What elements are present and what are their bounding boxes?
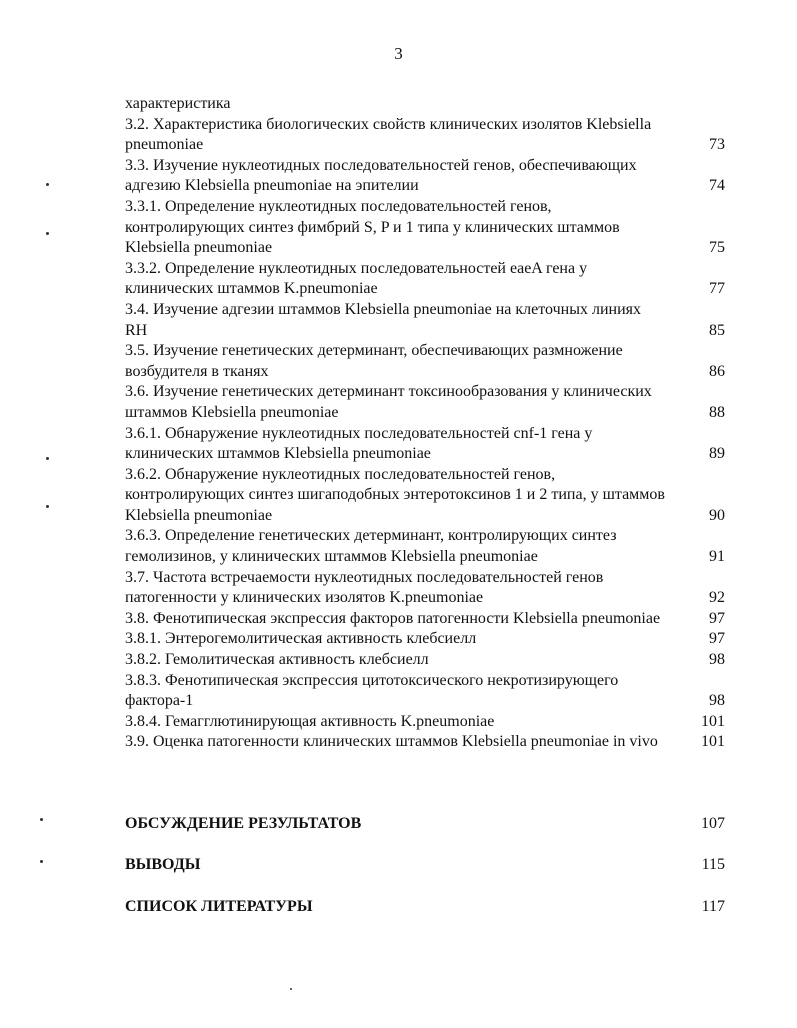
- toc-entry-title: 3.6.2. Обнаружение нуклеотидных последовательностей генов, контролирующих синтез шигаподобных энтеротоксинов 1 и 2 типа, у штаммов Klebsiella pneumoniae: [125, 465, 665, 524]
- toc-entry-title: 3.3.1. Определение нуклеотидных последовательностей генов, контролирующих синтез фимбрий S, P и 1 типа у клинических штаммов Klebsiella pneumoniae: [125, 197, 620, 257]
- toc-entry-title: 3.3. Изучение нуклеотидных последовательностей генов, обеспечивающих адгезию Klebsiella pneumoniae на эпителии: [125, 156, 637, 195]
- toc-entry-page: 73: [709, 136, 725, 154]
- toc-entry: [125, 424, 725, 465]
- toc-entry-title: 3.6. Изучение генетических детерминант токсинообразования у клинических штаммов Klebsiella pneumoniae: [125, 383, 652, 421]
- toc-entry-title: 3.6.1. Обнаружение нуклеотидных последовательностей cnf-1 гена у клинических штаммов Klebsiella pneumoniae: [125, 424, 593, 463]
- toc-entry-title: 3.5. Изучение генетических детерминант, обеспечивающих размножение возбудителя в тканях: [125, 342, 623, 380]
- toc-entry-title: 3.4. Изучение адгезии штаммов Klebsiella pneumoniae на клеточных линиях RH: [125, 300, 642, 339]
- toc-entry: [125, 197, 725, 259]
- toc-entry: [125, 650, 725, 671]
- toc-entry: [125, 526, 725, 567]
- toc-section-title: ВЫВОДЫ: [125, 856, 201, 873]
- page-number: 3: [394, 44, 403, 63]
- scan-speck: [40, 860, 43, 863]
- toc-section-references: [125, 898, 725, 916]
- toc-entry: [125, 341, 725, 382]
- toc-entry-title: 3.8. Фенотипическая экспрессия факторов патогенности Klebsiella pneumoniae: [125, 609, 661, 627]
- toc-entry: [125, 115, 725, 156]
- toc-entry-page: 86: [709, 362, 725, 380]
- toc-entry: [125, 465, 725, 527]
- toc-entry-page: 89: [709, 445, 725, 463]
- toc-entry: [125, 382, 725, 423]
- toc-entry-page: 92: [709, 589, 725, 607]
- toc-entry-title: 3.3.2. Определение нуклеотидных последовательностей eaeA гена у клинических штаммов K.pneumoniae: [125, 259, 588, 298]
- toc-section-title: ОБСУЖДЕНИЕ РЕЗУЛЬТАТОВ: [125, 815, 362, 832]
- toc-entry-page: 97: [709, 609, 725, 627]
- toc-entry-page: 74: [709, 177, 725, 195]
- toc-entry-title: характеристика: [125, 95, 231, 112]
- toc-section-page: 107: [701, 815, 725, 832]
- toc-entry: [125, 712, 725, 733]
- toc-entry-page: 77: [709, 280, 725, 298]
- toc-entry-title: 3.8.1. Энтерогемолитическая активность клебсиелл: [125, 630, 477, 648]
- scan-speck: [46, 232, 49, 235]
- toc-entry: [125, 568, 725, 609]
- toc-entry: [125, 671, 725, 712]
- toc-entry: [125, 94, 725, 115]
- toc-entry-page: 75: [709, 239, 725, 257]
- toc-entry-title: 3.9. Оценка патогенности клинических штаммов Klebsiella pneumoniae in vivo: [125, 733, 658, 751]
- scan-speck: [290, 988, 292, 990]
- toc-entry: [125, 156, 725, 197]
- toc-entry: [125, 629, 725, 650]
- toc-entry-page: 88: [709, 403, 725, 421]
- toc-entry-title: 3.2. Характеристика биологических свойств клинических изолятов Klebsiella pneumoniae: [125, 115, 652, 154]
- scan-speck: [40, 818, 43, 821]
- toc-entry: [125, 732, 725, 753]
- toc-entry-page: 101: [701, 733, 725, 751]
- toc-section-page: 117: [701, 898, 725, 915]
- toc-entry-page: 85: [709, 321, 725, 339]
- toc-entry-title: 3.8.4. Гемагглютинирующая активность K.pneumoniae: [125, 712, 495, 730]
- toc-entry-page: 90: [709, 506, 725, 524]
- scan-speck: [46, 505, 49, 508]
- toc-entry-page: 91: [709, 548, 725, 566]
- toc-entry-page: 98: [709, 692, 725, 710]
- scan-speck: [46, 183, 49, 186]
- toc-entry: [125, 609, 725, 630]
- table-of-contents: [125, 94, 725, 753]
- toc-entry: [125, 259, 725, 300]
- scan-speck: [46, 457, 49, 460]
- toc-entry-title: 3.8.3. Фенотипическая экспрессия цитотоксического некротизирующего фактора-1: [125, 671, 619, 710]
- toc-entry-title: 3.6.3. Определение генетических детерминант, контролирующих синтез гемолизинов, у клинических штаммов Klebsiella pneumoniae: [125, 527, 617, 566]
- toc-section-title: СПИСОК ЛИТЕРАТУРЫ: [125, 898, 313, 915]
- toc-entry: [125, 300, 725, 341]
- toc-section-conclusions: [125, 856, 725, 874]
- toc-entry-page: 101: [701, 712, 725, 730]
- toc-entry-title: 3.8.2. Гемолитическая активность клебсиелл: [125, 651, 429, 669]
- toc-section-discussion: [125, 815, 725, 833]
- toc-entry-page: 97: [709, 630, 725, 648]
- toc-entry-title: 3.7. Частота встречаемости нуклеотидных последовательностей генов патогенности у клинических изолятов K.pneumoniae: [125, 568, 604, 607]
- toc-section-page: 115: [701, 856, 725, 873]
- toc-entry-page: 98: [709, 651, 725, 669]
